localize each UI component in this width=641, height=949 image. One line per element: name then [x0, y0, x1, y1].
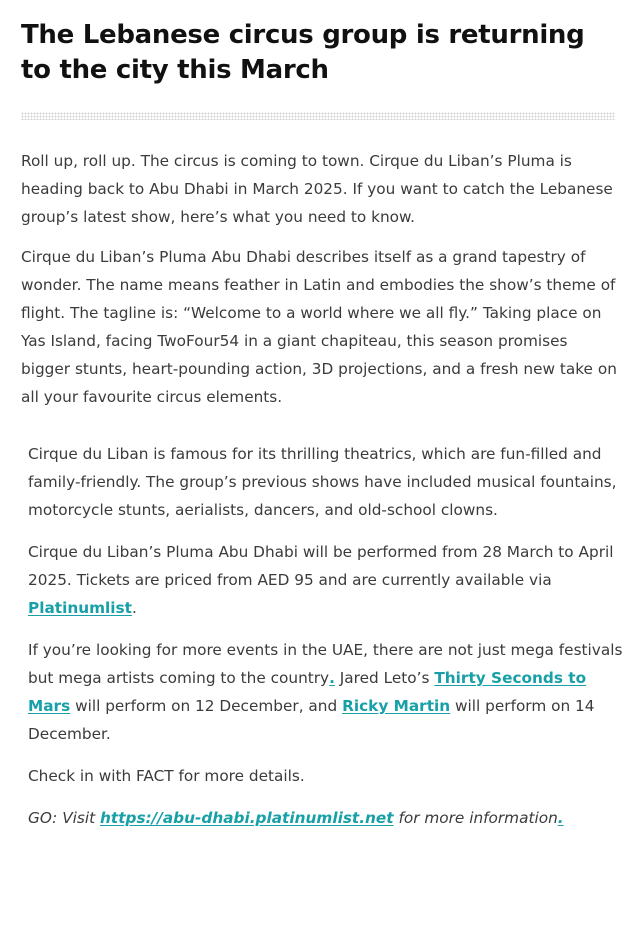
events-text-3: will perform on 12 December, and [70, 697, 343, 715]
details-section [21, 440, 626, 832]
platinumlist-link[interactable]: Platinumlist [28, 599, 132, 617]
platinumlist-url-link[interactable]: https://abu-dhabi.platinumlist.net [100, 809, 394, 827]
lead-section [21, 147, 621, 411]
dotted-divider [21, 112, 615, 120]
go-prefix: GO: Visit [28, 809, 100, 827]
paragraph-go [28, 804, 626, 832]
article-title: The Lebanese circus group is returning to the city this March [21, 20, 585, 85]
paragraph-intro: Roll up, roll up. The circus is coming to town. Cirque du Liban’s Pluma is heading back to Abu Dhabi in March 2025. If you want to catch the Lebanese group’s latest show, here’s what you need to know. [21, 152, 613, 226]
events-text-4: will perform on 14 December. [28, 697, 595, 743]
tickets-end: . [131, 599, 137, 617]
events-text-2: Jared Leto’s [334, 669, 435, 687]
paragraph-more-events [28, 636, 626, 748]
go-dot-link[interactable]: . [557, 809, 564, 827]
tickets-text: Cirque du Liban’s Pluma Abu Dhabi will be performed from 28 March to April 2025. Tickets are priced from AED 95 and are currently available via [28, 543, 614, 589]
go-suffix: for more information [393, 809, 558, 827]
paragraph-tickets [28, 538, 626, 622]
events-dot-link[interactable]: . [329, 669, 335, 687]
events-text: If you’re looking for more events in the UAE, there are not just mega festivals but mega artists coming to the country [28, 641, 623, 687]
paragraph-history: Cirque du Liban is famous for its thrilling theatrics, which are fun-filled and family-friendly. The group’s previous shows have included musical fountains, motorcycle stunts, aerialists, dancers, and old-school clowns. [28, 445, 617, 519]
paragraph-description: Cirque du Liban’s Pluma Abu Dhabi describes itself as a grand tapestry of wonder. The name means feather in Latin and embodies the show’s theme of flight. The tagline is: “Welcome to a world where we all fly.” Taking place on Yas Island, facing TwoFour54 in a giant chapiteau, this season promises bigger stunts, heart-pounding action, 3D projections, and a fresh new take on all your favourite circus elements. [21, 248, 617, 406]
article [21, 18, 621, 846]
ricky-martin-link[interactable]: Ricky Martin [342, 697, 451, 715]
paragraph-check-in: Check in with FACT for more details. [28, 767, 305, 785]
thirty-seconds-to-mars-link[interactable]: Thirty Seconds to Mars [28, 669, 587, 715]
